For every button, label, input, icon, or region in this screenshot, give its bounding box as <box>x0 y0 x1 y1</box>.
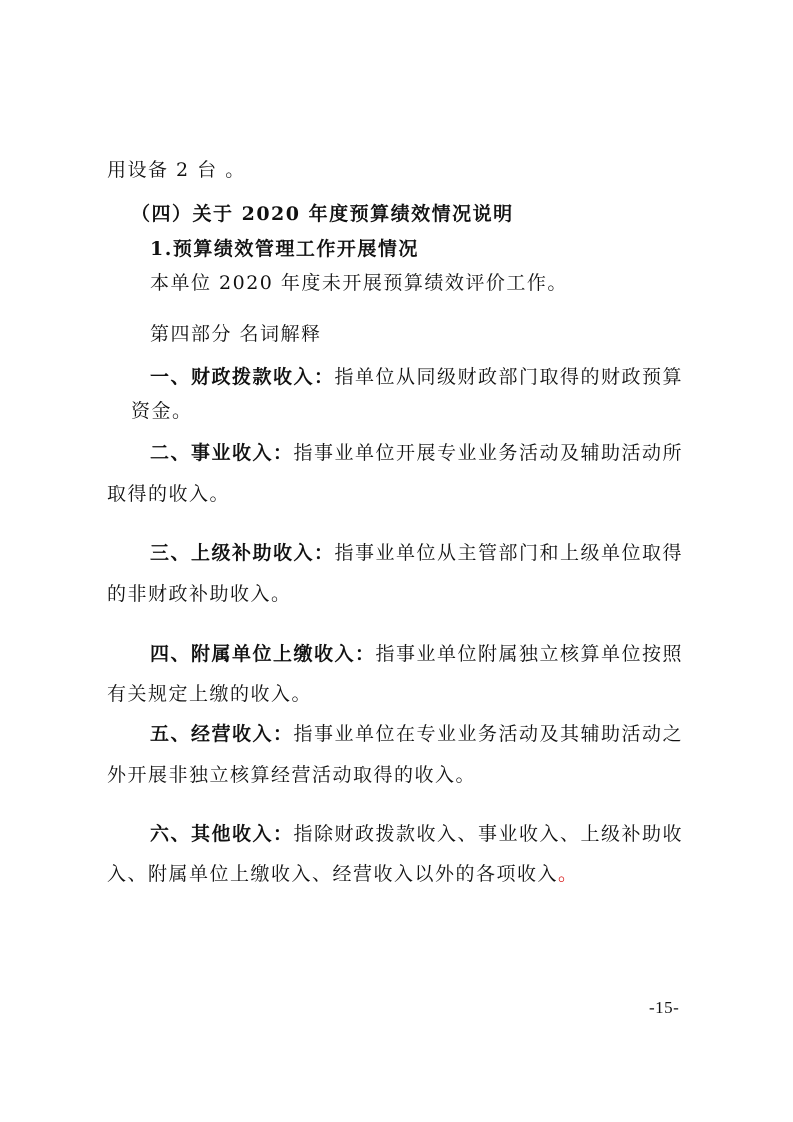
term-continuation: 取得的收入。 <box>107 483 231 505</box>
term-continuation: 有关规定上缴的收入。 <box>107 683 313 705</box>
term-continuation: 外开展非独立核算经营活动取得的收入。 <box>107 764 477 786</box>
term-title: 四、附属单位上缴收入： <box>150 643 376 665</box>
term-title: 三、上级补助收入： <box>150 542 335 564</box>
term-description: 指单位从同级财政部门取得的财政预算 <box>334 366 684 388</box>
section-heading: （四）关于 2020 年度预算绩效情况说明 <box>131 203 514 225</box>
text-line: 用设备 2 台 。 <box>107 159 246 181</box>
term-description: 指事业单位开展专业业务活动及辅助活动所 <box>293 442 684 464</box>
term-definition-line <box>150 722 683 746</box>
term-definition-line <box>150 365 683 389</box>
term-title: 六、其他收入： <box>150 823 294 845</box>
term-description: 指事业单位在专业业务活动及其辅助活动之 <box>293 723 684 745</box>
term-continuation: 资金。 <box>131 400 193 422</box>
body-text: 本单位 2020 年度未开展预算绩效评价工作。 <box>150 272 568 294</box>
part-heading: 第四部分 名词解释 <box>150 323 322 345</box>
page-number: -15- <box>649 998 680 1017</box>
term-description: 指事业单位附属独立核算单位按照 <box>375 643 684 665</box>
term-definition-line <box>150 441 683 465</box>
term-continuation-text: 入、附属单位上缴收入、经营收入以外的各项收入 <box>107 863 559 885</box>
term-title: 二、事业收入： <box>150 442 294 464</box>
term-continuation <box>107 862 579 886</box>
term-continuation: 的非财政补助收入。 <box>107 583 292 605</box>
term-title: 一、财政拨款收入： <box>150 366 335 388</box>
term-description: 指除财政拨款收入、事业收入、上级补助收 <box>293 823 684 845</box>
term-definition-line <box>150 822 683 846</box>
term-title: 五、经营收入： <box>150 723 294 745</box>
term-description: 指事业单位从主管部门和上级单位取得 <box>334 542 684 564</box>
red-period: 。 <box>558 863 579 885</box>
term-definition-line <box>150 541 683 565</box>
term-definition-line <box>150 642 683 666</box>
subsection-heading: 1.预算绩效管理工作开展情况 <box>150 238 419 260</box>
